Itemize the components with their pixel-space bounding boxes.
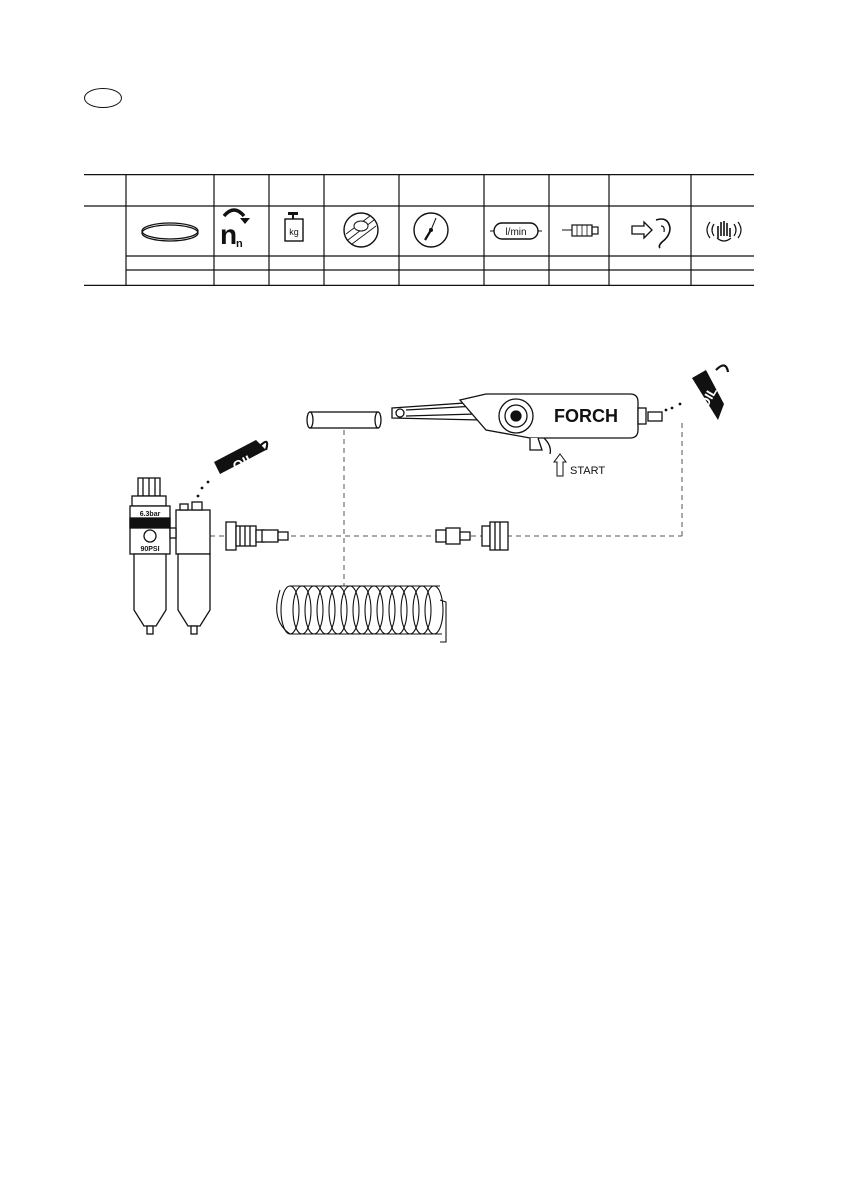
svg-text:90PSI: 90PSI	[140, 546, 160, 553]
start-arrow	[554, 454, 605, 477]
specification-table	[84, 174, 754, 286]
oil-bottle-icon-left	[197, 440, 268, 497]
svg-text:n: n	[236, 238, 243, 250]
brand-label: FORCH	[554, 406, 618, 426]
speed-icon	[220, 210, 250, 250]
svg-text:OIL: OIL	[696, 384, 721, 411]
svg-text:6.3bar: 6.3bar	[139, 511, 161, 518]
svg-text:l/min: l/min	[505, 227, 527, 238]
svg-text:OIL: OIL	[229, 449, 258, 475]
air-consumption-icon	[490, 223, 542, 239]
svg-text:kg: kg	[289, 227, 299, 237]
pressure-gauge-icon	[414, 213, 448, 247]
quick-coupler-left	[226, 522, 288, 550]
belt-icon	[142, 223, 198, 241]
noise-icon	[632, 219, 670, 248]
vibration-icon	[707, 221, 741, 241]
svg-text:n: n	[220, 219, 238, 250]
start-label: START	[570, 465, 606, 477]
air-inlet-icon	[562, 225, 598, 236]
hose-segment	[307, 412, 381, 428]
coiled-hose	[277, 586, 446, 642]
filter-regulator-unit	[130, 478, 210, 634]
oil-hose-icon	[344, 213, 378, 247]
connection-diagram	[110, 350, 730, 650]
language-badge	[84, 88, 122, 108]
weight-icon	[285, 212, 303, 241]
belt-sander	[392, 394, 662, 454]
oil-bottle-icon	[665, 365, 728, 420]
air-line	[210, 420, 682, 586]
